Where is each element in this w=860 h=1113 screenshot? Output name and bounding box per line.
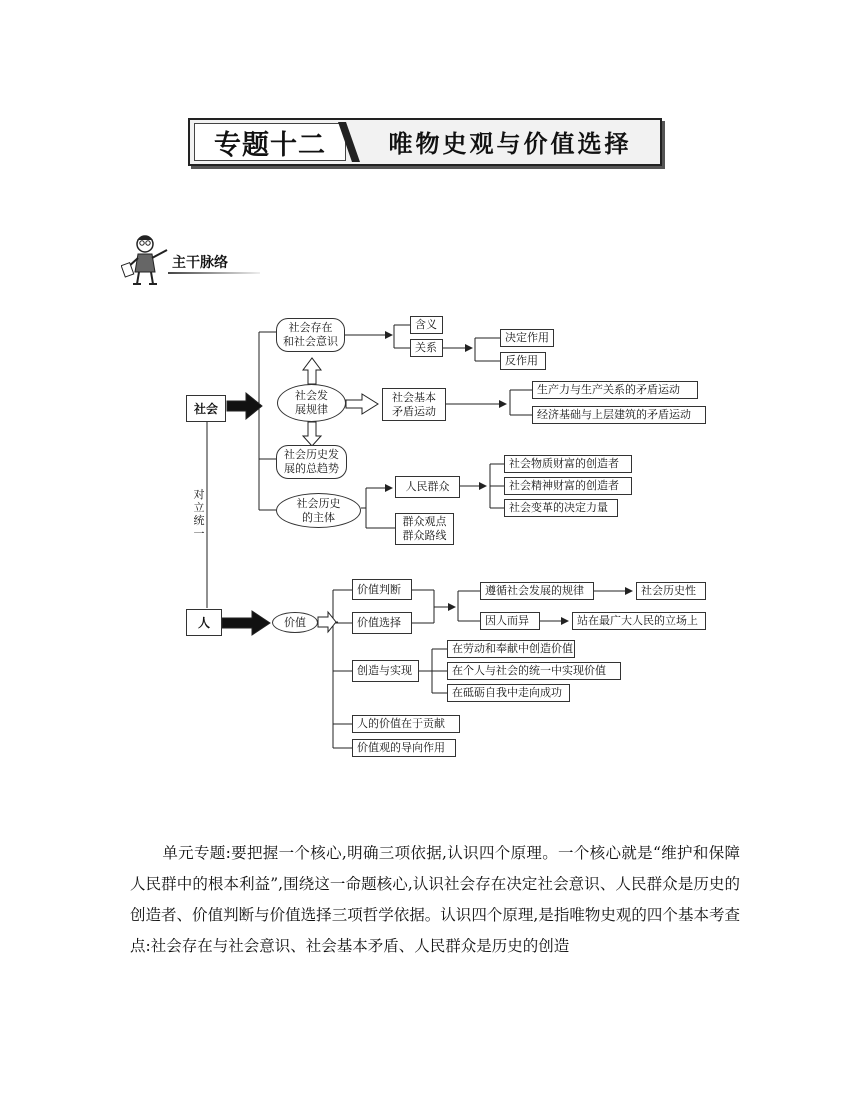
node-jiazhi: 价值 (272, 612, 318, 633)
node-fanzuoyong: 反作用 (500, 352, 546, 370)
node-jingshen: 社会精神财富的创造者 (504, 477, 632, 495)
node-xuanze: 价值选择 (352, 612, 412, 634)
node-chuangzao: 创造与实现 (352, 660, 419, 682)
node-daoxiang: 价值观的导向作用 (352, 739, 456, 757)
node-duili-label: 对 立 统 一 (193, 488, 205, 540)
node-biange: 社会变革的决定力量 (504, 499, 618, 517)
node-qunzhong: 群众观点 群众路线 (395, 513, 454, 545)
unit-summary-text: 单元专题:要把握一个核心,明确三项依据,认识四个原理。一个核心就是“维护和保障人民群中的根本利益”,围绕这一命题核心,认识社会存在决定社会意识、人民群众是历史的创造者、价值判断与价值选择三项哲学依据。认识四个原理,是指唯物史观的四个基本考查点:社会存在与社会意识、社会基本矛盾、人民群众是历史的创造 (130, 844, 740, 955)
chapter-number: 专题十二 (194, 123, 346, 161)
section-title: 主干脉络 (172, 255, 228, 271)
node-fazhan: 社会发 展规律 (277, 384, 346, 422)
node-gongxian: 人的价值在于贡献 (352, 715, 460, 733)
node-dili: 在砥砺自我中走向成功 (447, 684, 570, 702)
node-lishixing: 社会历史性 (636, 582, 706, 600)
node-jiben: 社会基本 矛盾运动 (382, 388, 446, 421)
node-zunxun: 遵循社会发展的规律 (480, 582, 594, 600)
node-shehui: 社会 (186, 395, 226, 422)
node-zhuti: 社会历史 的主体 (276, 493, 361, 528)
node-qushi: 社会历史发 展的总趋势 (276, 445, 347, 479)
node-laodong: 在劳动和奉献中创造价值 (447, 640, 575, 658)
node-shengchanli: 生产力与生产关系的矛盾运动 (532, 381, 698, 399)
node-lichang: 站在最广大人民的立场上 (572, 612, 706, 630)
node-yinren: 因人而异 (480, 612, 540, 630)
node-renmin: 人民群众 (395, 476, 460, 498)
node-guanxi: 关系 (410, 339, 443, 357)
node-jingji: 经济基础与上层建筑的矛盾运动 (532, 406, 706, 424)
node-tongyi: 在个人与社会的统一中实现价值 (447, 662, 621, 680)
node-jueding: 决定作用 (500, 329, 554, 347)
node-cunzai: 社会存在 和社会意识 (276, 318, 345, 352)
node-ren: 人 (186, 609, 222, 636)
unit-summary-paragraph (130, 838, 740, 962)
chapter-title: 唯物史观与价值选择 (388, 129, 632, 158)
node-hanyi: 含义 (410, 316, 443, 334)
node-wuzhi: 社会物质财富的创造者 (504, 455, 632, 473)
node-panduan: 价值判断 (352, 579, 412, 600)
